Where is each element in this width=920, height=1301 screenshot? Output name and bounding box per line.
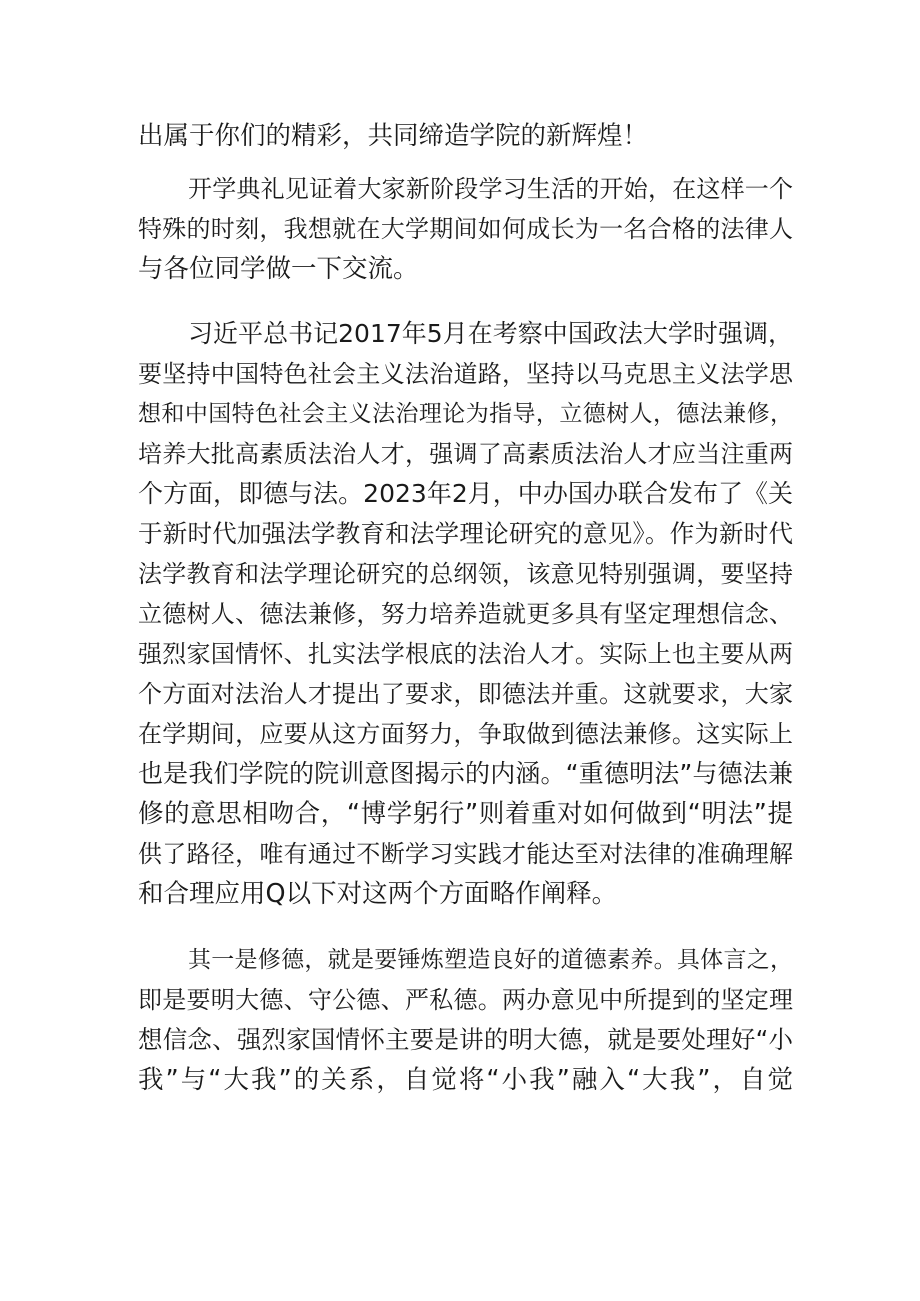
text-line: 个方面，即德与法。2023年2月，中办国办联合发布了《关 xyxy=(138,479,793,508)
text-line: 也是我们学院的院训意图揭示的内涵。“重德明法”与德法兼 xyxy=(138,759,793,788)
text-line: 修的意思相吻合，“博学躬行”则着重对如何做到“明法”提 xyxy=(138,799,793,829)
text-line: 供了路径，唯有通过不断学习实践才能达至对法律的准确理解 xyxy=(138,840,793,868)
text-line: 培养大批高素质法治人才，强调了高素质法治人才应当注重两 xyxy=(138,440,793,468)
text-line: 要坚持中国特色社会主义法治道路，坚持以马克思主义法学思 xyxy=(138,360,793,388)
text-line: 与各位同学做一下交流。 xyxy=(138,254,419,284)
text-line: 想信念、强烈家国情怀主要是讲的明大德，就是要处理好“小 xyxy=(138,1025,793,1054)
text-line: 强烈家国情怀、扎实法学根底的法治人才。实际上也主要从两 xyxy=(138,640,793,668)
text-line: 于新时代加强法学教育和法学理论研究的意见》。作为新时代 xyxy=(138,519,793,548)
text-line: 和合理应用Q以下对这两个方面略作阐释。 xyxy=(138,879,618,909)
text-line: 个方面对法治人才提出了要求，即德法并重。这就要求，大家 xyxy=(138,680,793,708)
text-line: 法学教育和法学理论研究的总纲领，该意见特别强调，要坚持 xyxy=(138,560,793,588)
text-line: 即是要明大德、守公德、严私德。两办意见中所提到的坚定理 xyxy=(138,986,793,1014)
text-line: 特殊的时刻，我想就在大学期间如何成长为一名合格的法律人 xyxy=(138,215,793,243)
text-line: 开学典礼见证着大家新阶段学习生活的开始，在这样一个 xyxy=(188,175,793,203)
text-line: 在学期间，应要从这方面努力，争取做到德法兼修。这实际上 xyxy=(138,720,793,748)
text-line: 立德树人、德法兼修，努力培养造就更多具有坚定理想信念、 xyxy=(138,600,793,628)
text-line: 我”与“大我”的关系，自觉将“小我”融入“大我”，自觉 xyxy=(138,1065,793,1095)
text-line: 出属于你们的精彩，共同缔造学院的新辉煌！ xyxy=(138,121,649,151)
text-line: 习近平总书记2017年5月在考察中国政法大学时强调， xyxy=(188,319,793,348)
text-line: 其一是修德，就是要锤炼塑造良好的道德素养。具体言之， xyxy=(188,947,793,973)
text-line: 想和中国特色社会主义法治理论为指导，立德树人，德法兼修， xyxy=(138,401,793,427)
